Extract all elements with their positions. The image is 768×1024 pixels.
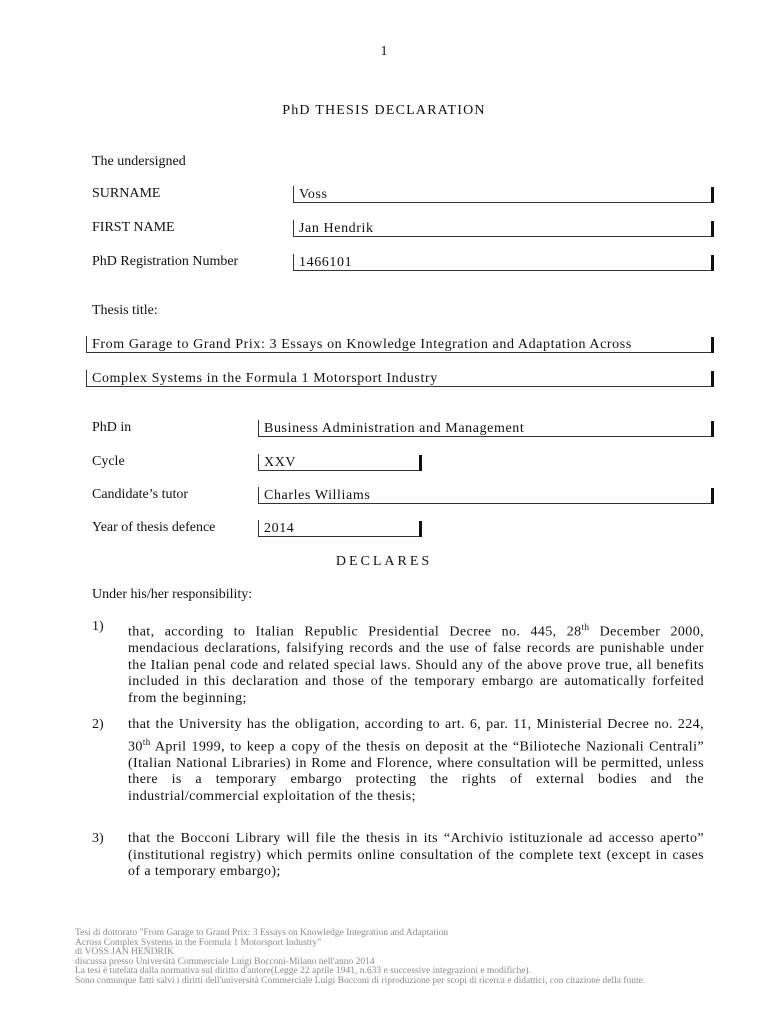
item-1-sup: th (581, 622, 590, 632)
thesis-title-line-2-text: Complex Systems in the Formula 1 Motorsport Industry (92, 371, 438, 386)
footer-line: Across Complex Systems in the Formula 1 Motorsport Industry" (75, 937, 322, 948)
item-2-text (128, 717, 704, 805)
footer-line: Tesi di dottorato "From Garage to Grand Prix: 3 Essays on Knowledge Integration and Adaptation (75, 928, 449, 938)
item-3-text-a: that the Bocconi Library will file the thesis in its “Archivio istituzionale ad accesso aperto” (institutional registry) which permits online consultation of the complete text (except in cases of a temporary embargo); (128, 831, 704, 879)
footer-line: Sono comunque fatti salvi i diritti dell'università Commerciale Luigi Bocconi di riproduzione per scopi di ricerca e didattici, con citazione della fonte. (75, 975, 646, 986)
footer-line: La tesi è tutelata dalla normativa sul diritto d'autore(Legge 22 aprile 1941, n.633 e successive integrazioni e modifiche). (75, 966, 531, 977)
thesis-title-line-1 (86, 336, 712, 353)
tutor-label: Candidate’s tutor (92, 487, 189, 502)
thesis-title-label: Thesis title: (92, 303, 158, 318)
phd-in-label: PhD in (92, 420, 132, 435)
registration-field (293, 254, 712, 271)
year-value: 2014 (264, 521, 295, 536)
registration-label: PhD Registration Number (92, 254, 239, 269)
phd-in-field (258, 420, 712, 437)
year-label: Year of thesis defence (92, 520, 216, 535)
item-2-text-a: that the University has the obligation, according to art. 6, par. 11, Ministerial Decree no. 224, 30 (128, 717, 704, 755)
surname-value: Voss (299, 187, 328, 202)
responsibility-intro: Under his/her responsibility: (92, 587, 253, 602)
item-1-text-a: that, according to Italian Republic Presidential Decree no. 445, 28 (128, 624, 582, 640)
cycle-label: Cycle (92, 454, 125, 469)
item-2-number: 2) (92, 717, 104, 732)
page-number: 1 (380, 44, 388, 59)
surname-field (293, 186, 712, 203)
item-3-text (128, 831, 704, 881)
footer-line: discussa presso Università Commerciale Luigi Bocconi-Milano nell'anno 2014 (75, 956, 375, 967)
item-3-number: 3) (92, 831, 104, 846)
page-title: PhD THESIS DECLARATION (282, 103, 486, 118)
undersigned-label: The undersigned (92, 154, 186, 169)
thesis-title-line-2 (86, 370, 712, 387)
declares-heading: DECLARES (335, 554, 433, 569)
item-1-text-b: December 2000, mendacious declarations, falsifying records and the use of false records are punishable under the Italian penal code and related special laws. Should any of the above prove true, all benefits included in this declaration and those of the temporary embargo are automatically forfeited from the beginning; (128, 624, 704, 706)
first-name-value: Jan Hendrik (299, 221, 374, 236)
item-1-number: 1) (92, 619, 104, 634)
footer-line: di VOSS JAN HENDRIK (75, 947, 174, 958)
registration-value: 1466101 (299, 255, 353, 270)
item-2-sup: th (142, 736, 151, 747)
year-field (258, 520, 420, 537)
copyright-footer (75, 929, 755, 987)
cycle-field (258, 454, 420, 471)
first-name-label: FIRST NAME (92, 220, 175, 235)
item-1-text (128, 619, 704, 707)
phd-in-value: Business Administration and Management (264, 421, 525, 436)
tutor-field (258, 487, 712, 504)
cycle-value: XXV (264, 455, 297, 470)
first-name-field (293, 220, 712, 237)
surname-label: SURNAME (92, 186, 161, 201)
thesis-title-line-1-text: From Garage to Grand Prix: 3 Essays on Knowledge Integration and Adaptation Across (92, 337, 632, 352)
item-2-text-b: April 1999, to keep a copy of the thesis on deposit at the “Bilioteche Nazionali Centrali” (Italian National Libraries) in Rome and Florence, where consultation will be permitted, unless there is a temporary embargo protecting the rights of external bodies and the industrial/commercial exploitation of the thesis; (128, 739, 704, 804)
tutor-value: Charles Williams (264, 488, 371, 503)
